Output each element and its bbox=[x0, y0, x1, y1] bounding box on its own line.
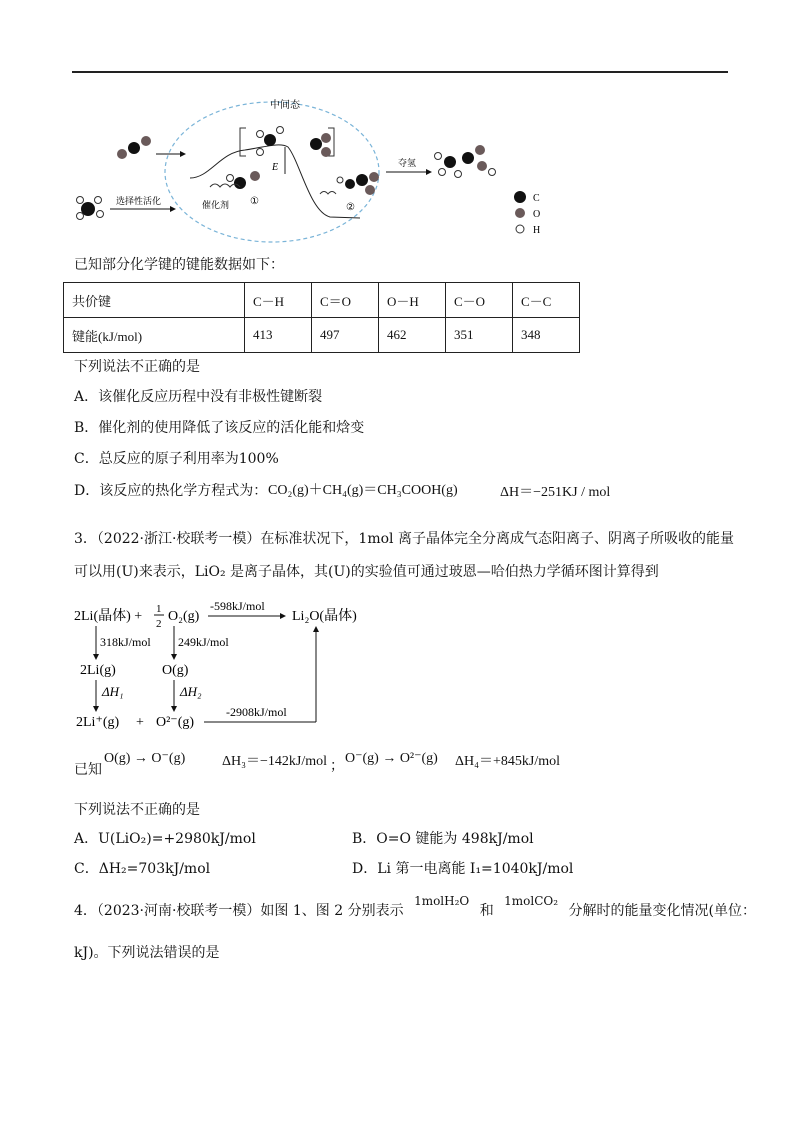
q2-option-a: A．该催化反应历程中没有非极性键断裂 bbox=[74, 389, 323, 405]
cycle-half-num: 1 bbox=[156, 603, 162, 615]
q3-question: 下列说法不正确的是 bbox=[74, 802, 200, 818]
label-dehydrogenation: 夺氢 bbox=[398, 158, 417, 168]
q3-option-b: B．O=O 键能为 498kJ/mol bbox=[352, 831, 534, 847]
table-cell: C－C bbox=[513, 283, 580, 318]
q3-known-dh3: ΔH₃＝−142kJ/mol bbox=[222, 754, 328, 769]
table-cell: C－O bbox=[446, 283, 513, 318]
q3-option-c: C．ΔH₂=703kJ/mol bbox=[74, 861, 211, 877]
q4-line1: 4．（2023·河南·校联考一模）如图 1、图 2 分别表示 1molH₂O 和 1molCO₂ 分解时的能量变化情况(单位： bbox=[74, 894, 756, 919]
legend-o: O bbox=[533, 209, 541, 220]
q4-line2: kJ)。下列说法错误的是 bbox=[74, 945, 220, 961]
label-step2: ② bbox=[346, 202, 355, 213]
q2-question: 下列说法不正确的是 bbox=[74, 359, 200, 375]
cycle-top-arrow: -598kJ/mol bbox=[210, 599, 265, 613]
table-cell: 351 bbox=[446, 318, 513, 353]
legend-carbon-ball bbox=[514, 191, 526, 203]
label-catalyst: 催化剂 bbox=[202, 200, 230, 210]
q2-equation: CO₂(g)＋CH₄(g)＝CH₃COOH(g) bbox=[268, 483, 458, 498]
legend-c: C bbox=[533, 193, 540, 204]
label-selective-activation: 选择性活化 bbox=[116, 196, 162, 206]
q2-intro: 已知部分化学键的键能数据如下： bbox=[74, 257, 284, 273]
label-intermediate: 中间态 bbox=[270, 100, 300, 111]
legend-hydrogen-ball bbox=[516, 225, 524, 233]
legend-h: H bbox=[533, 225, 541, 236]
q4-species2: 1molCO₂ bbox=[504, 894, 559, 908]
born-haber-cycle bbox=[70, 596, 390, 736]
table-cell: C＝O bbox=[312, 283, 379, 318]
q3-known-eq2: O⁻(g) → O²⁻(g) bbox=[345, 751, 438, 766]
cycle-product: Li₂O(晶体) bbox=[292, 609, 357, 624]
q4-species1: 1molH₂O bbox=[414, 894, 470, 908]
label-E: E bbox=[272, 162, 279, 173]
q3-sep: ； bbox=[330, 758, 344, 774]
table-cell: 348 bbox=[513, 318, 580, 353]
q2-option-c: C．总反应的原子利用率为100% bbox=[74, 451, 279, 467]
cycle-half-den: 2 bbox=[156, 618, 162, 630]
q3-line2: 可以用(U)来表示，LiO₂ 是离子晶体，其(U)的实验值可通过玻恩—哈伯热力学循环图计算得到 bbox=[74, 564, 659, 580]
top-rule bbox=[72, 71, 728, 73]
table-row bbox=[64, 318, 580, 353]
mechanism-figure bbox=[60, 92, 620, 252]
q3-line1: 3．（2022·浙江·校联考一模）在标准状况下，1mol 离子晶体完全分离成气态阳离子、阴离子所吸收的能量 bbox=[74, 531, 734, 547]
table-cell: 462 bbox=[379, 318, 446, 353]
q3-known-dh4: ΔH₄＝+845kJ/mol bbox=[455, 754, 561, 769]
cycle-bottom-li: 2Li⁺(g) bbox=[76, 715, 120, 730]
table-cell: 共价键 bbox=[64, 283, 245, 318]
legend-oxygen-ball bbox=[515, 208, 525, 218]
cycle-top-left: 2Li(晶体) + bbox=[74, 609, 143, 624]
table-cell: 497 bbox=[312, 318, 379, 353]
q3-known-prefix: 已知 bbox=[74, 762, 102, 778]
cycle-dh2: ΔH₂ bbox=[180, 684, 202, 699]
cycle-dh1: ΔH₁ bbox=[102, 684, 124, 699]
cycle-o2: O₂(g) bbox=[168, 609, 200, 624]
table-row bbox=[64, 283, 580, 318]
bond-energy-table bbox=[63, 282, 580, 353]
q3-known-eq1: O(g) → O⁻(g) bbox=[104, 751, 186, 766]
q3-option-d: D．Li 第一电离能 I₁=1040kJ/mol bbox=[352, 861, 574, 877]
q2-enthalpy: ΔH＝−251KJ / mol bbox=[500, 485, 611, 500]
cycle-bottom-arrow: -2908kJ/mol bbox=[226, 705, 287, 719]
cycle-plus: + bbox=[136, 715, 144, 730]
cycle-mid-o: O(g) bbox=[162, 663, 189, 678]
table-cell: 413 bbox=[245, 318, 312, 353]
cycle-mid-li: 2Li(g) bbox=[80, 663, 116, 678]
label-step1: ① bbox=[250, 196, 259, 207]
cycle-right-down: 249kJ/mol bbox=[178, 635, 229, 649]
table-cell: C－H bbox=[245, 283, 312, 318]
q2-option-d: D．该反应的热化学方程式为： bbox=[74, 483, 268, 499]
cycle-bottom-o: O²⁻(g) bbox=[156, 715, 195, 730]
table-cell: 键能(kJ/mol) bbox=[64, 318, 245, 353]
q2-option-b: B．催化剂的使用降低了该反应的活化能和焓变 bbox=[74, 420, 365, 436]
cycle-left-down: 318kJ/mol bbox=[100, 635, 151, 649]
table-cell: O－H bbox=[379, 283, 446, 318]
q3-option-a: A．U(LiO₂)=+2980kJ/mol bbox=[74, 831, 256, 847]
